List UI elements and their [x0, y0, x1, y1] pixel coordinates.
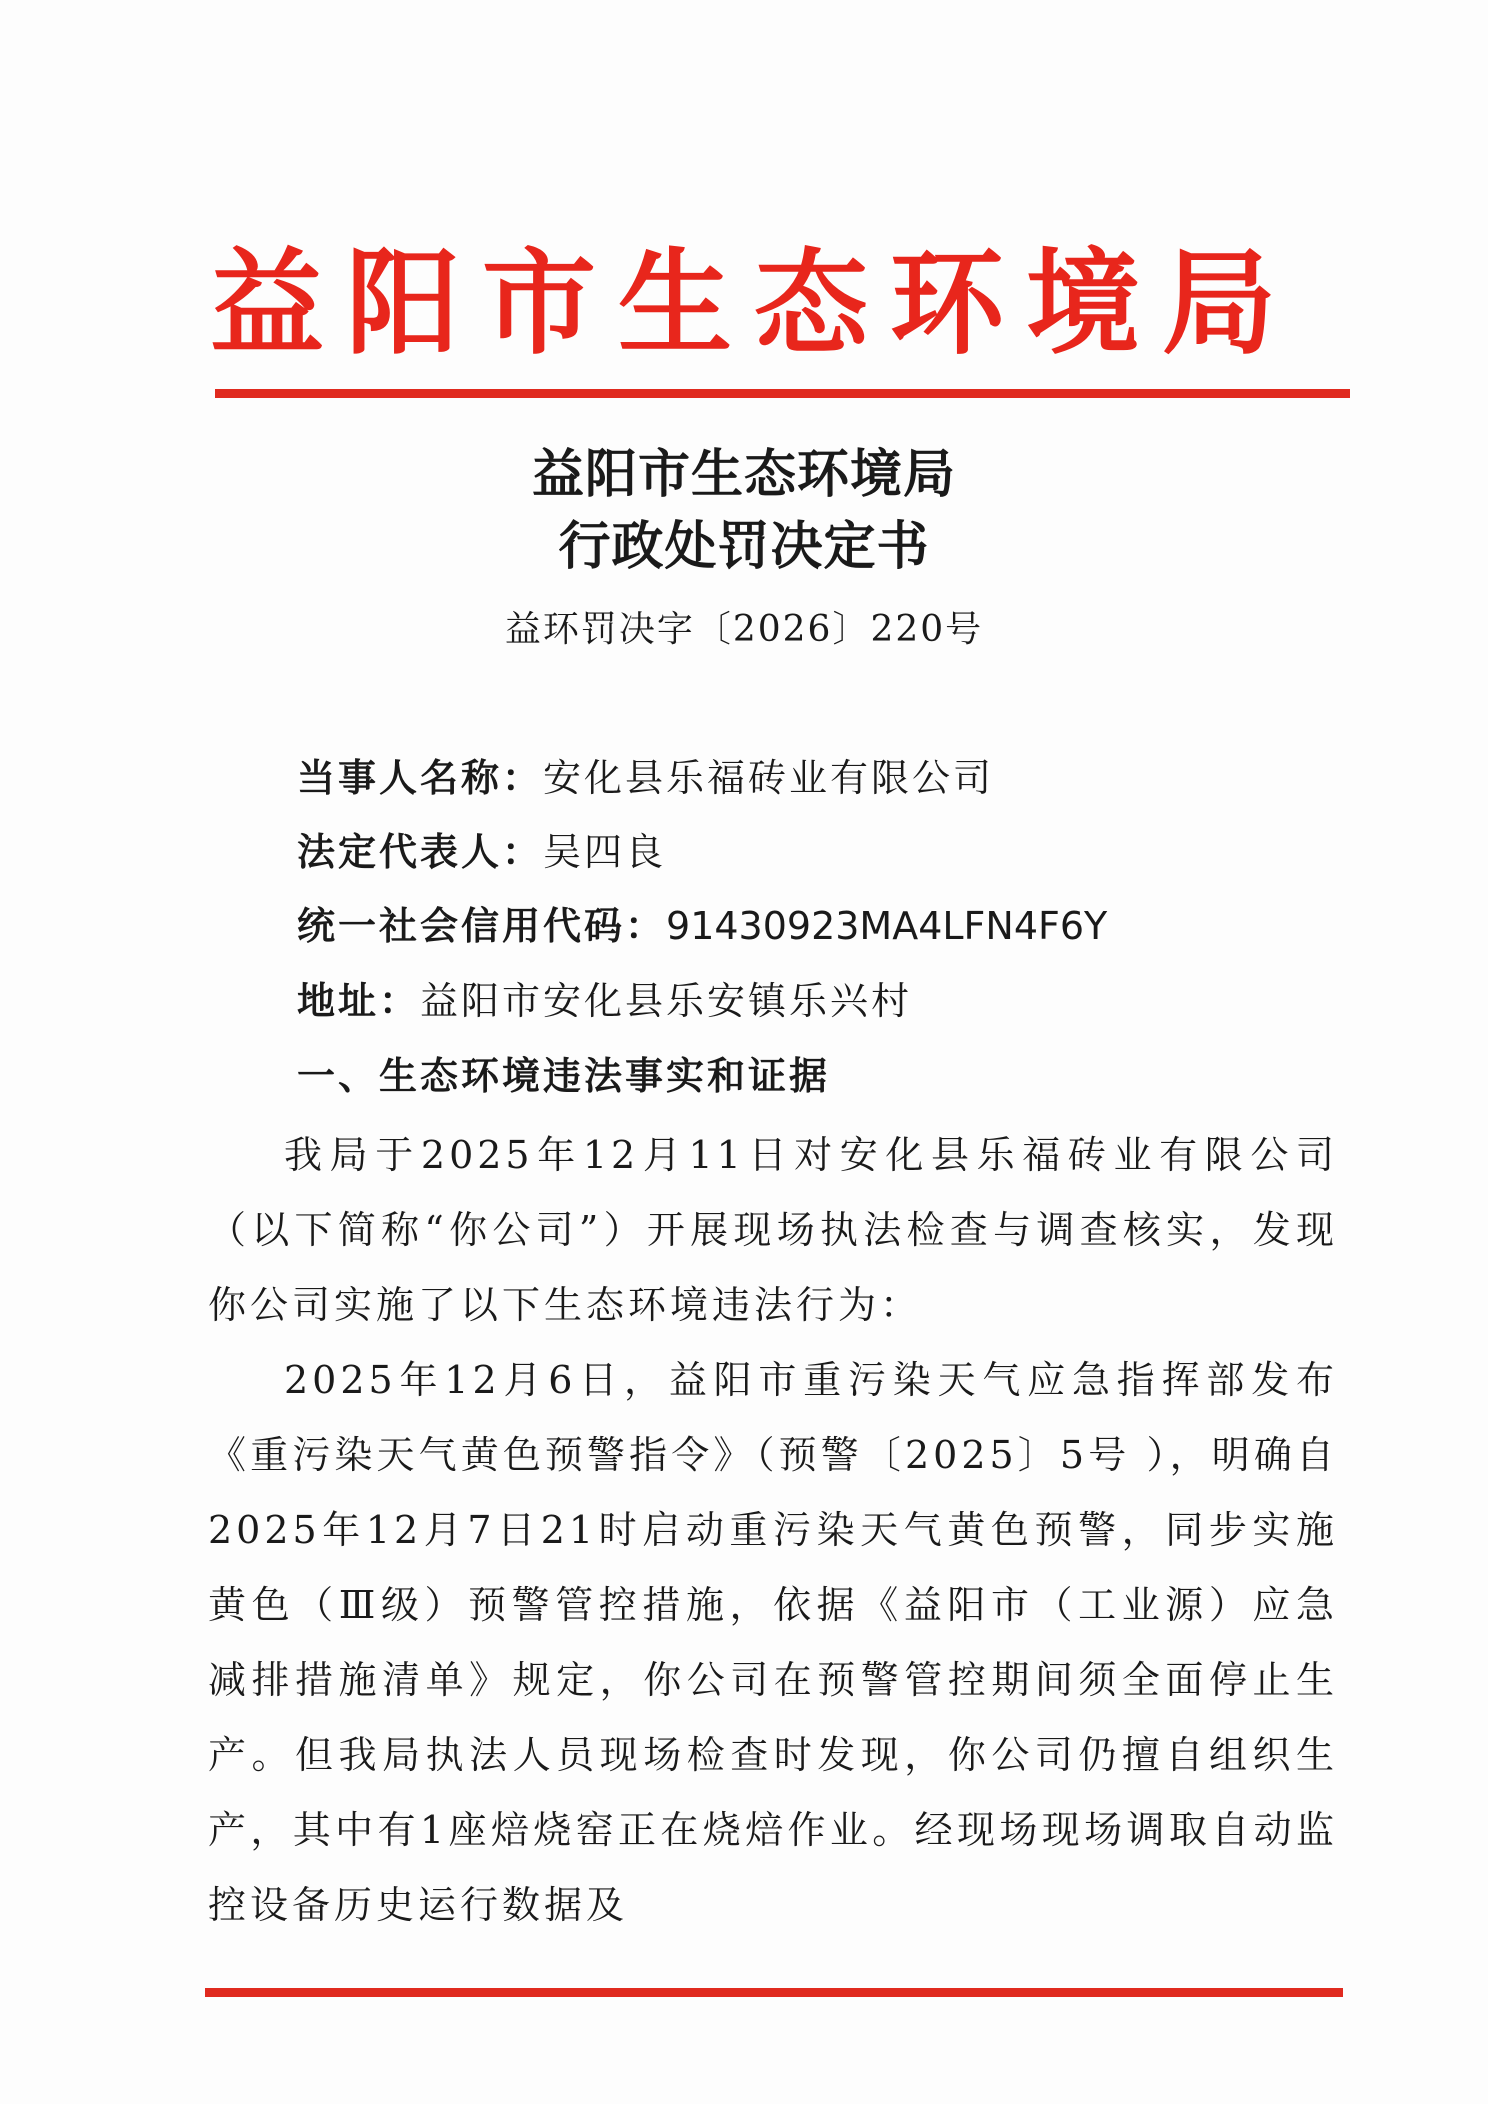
legal-rep-label: 法定代表人： [297, 830, 544, 874]
section-heading: 一、生态环境违法事实和证据 [297, 1054, 831, 1098]
legal-rep-value: 吴四良 [543, 830, 667, 874]
document-number: 益环罚决字〔2026〕220号 [504, 609, 984, 650]
party-name-label: 当事人名称： [297, 756, 544, 800]
document-title-agency: 益阳市生态环境局 [531, 444, 956, 505]
address-value: 益阳市安化县乐安镇乐兴村 [420, 979, 913, 1023]
paragraph-1-text: 我局于2025年12月11日对安化县乐福砖业有限公司（以下简称“你公司”）开展现场执法检查与调查核实，发现你公司实施了以下生态环境违法行为： [208, 1133, 1338, 1327]
credit-code-label: 统一社会信用代码： [297, 904, 667, 948]
credit-code-value: 91430923MA4LFN4F6Y [666, 904, 1108, 948]
document-title-type: 行政处罚决定书 [558, 516, 930, 577]
masthead-title: 益阳市生态环境局 [210, 236, 1299, 370]
red-divider-bottom [205, 1988, 1343, 1997]
paragraph-2-text: 2025年12月6日，益阳市重污染天气应急指挥部发布《重污染天气黄色预警指令》（预警〔2025〕5号 ），明确自2025年12月7日21时启动重污染天气黄色预警，同步实施黄色（Ⅲ级）预警管控措施，依据《益阳市（工业源）应急减排措施清单》规定，你公司在预警管控期间须全面停止生产。但我局执法人员现场检查时发现，你公司仍擅自组织生产，其中有1座焙烧窑正在烧焙作业。经现场现场调取自动监控设备历史运行数据及 [208, 1358, 1338, 1927]
party-name-row [297, 752, 994, 804]
paragraph-1 [208, 1118, 1338, 1343]
address-label: 地址： [297, 979, 421, 1023]
credit-code-row [297, 900, 1107, 952]
red-divider-top [215, 389, 1350, 398]
party-name-value: 安化县乐福砖业有限公司 [543, 756, 995, 800]
legal-rep-row [297, 826, 666, 878]
paragraph-2 [208, 1343, 1338, 1943]
address-row [297, 975, 912, 1027]
